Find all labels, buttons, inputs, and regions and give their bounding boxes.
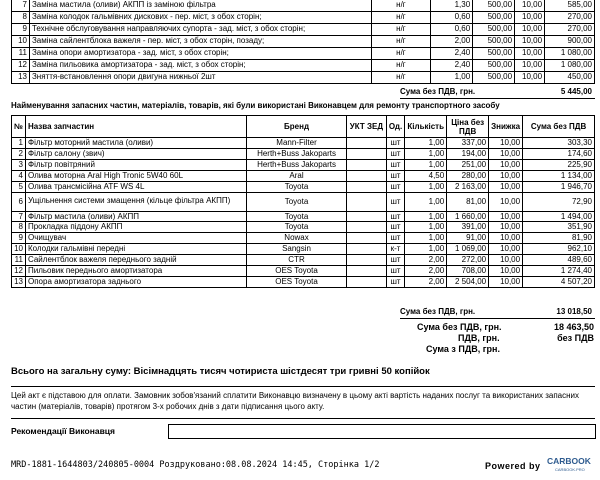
part-price: 251,00	[447, 159, 489, 170]
work-row	[12, 36, 595, 48]
part-uktzed	[346, 148, 386, 159]
work-price: 500,00	[473, 36, 515, 48]
work-price: 500,00	[473, 0, 515, 12]
recommendations-field[interactable]	[168, 424, 596, 439]
part-unit: шт	[386, 211, 404, 222]
part-qty: 2,00	[405, 276, 447, 287]
part-brand: Herth+Buss Jakoparts	[247, 159, 347, 170]
part-number: 13	[12, 276, 26, 287]
part-price: 272,00	[447, 255, 489, 266]
work-number: 13	[12, 72, 30, 84]
part-row	[12, 211, 595, 222]
work-qty: 1,00	[431, 72, 473, 84]
part-sum: 1 274,40	[523, 266, 595, 277]
work-unit: н/г	[371, 48, 431, 60]
part-name: Олива трансмісійна ATF WS 4L	[25, 181, 246, 192]
work-row	[12, 24, 595, 36]
parts-table	[11, 115, 595, 288]
work-unit: н/г	[371, 36, 431, 48]
part-unit: шт	[386, 192, 404, 211]
part-brand: Sangsin	[247, 244, 347, 255]
part-sum: 351,90	[523, 222, 595, 233]
part-unit: шт	[386, 255, 404, 266]
part-discount: 10,00	[489, 222, 523, 233]
part-row	[12, 233, 595, 244]
part-name: Фільтр салону (звич)	[25, 148, 246, 159]
work-discount: 10,00	[515, 36, 545, 48]
work-name: Заміна опори амортизатора - зад. міст, з обох сторін;	[29, 48, 371, 60]
part-discount: 10,00	[489, 138, 523, 149]
part-brand: Aral	[247, 170, 347, 181]
part-sum: 4 507,20	[523, 276, 595, 287]
part-price: 337,00	[447, 138, 489, 149]
part-discount: 10,00	[489, 159, 523, 170]
work-row	[12, 0, 595, 12]
part-row	[12, 170, 595, 181]
part-qty: 1,00	[405, 138, 447, 149]
part-qty: 1,00	[405, 244, 447, 255]
part-uktzed	[346, 233, 386, 244]
work-number: 12	[12, 60, 30, 72]
part-sum: 303,30	[523, 138, 595, 149]
part-qty: 1,00	[405, 222, 447, 233]
part-name: Колодки гальмівні передні	[25, 244, 246, 255]
part-number: 7	[12, 211, 26, 222]
part-uktzed	[346, 211, 386, 222]
part-discount: 10,00	[489, 255, 523, 266]
recommendations-label: Рекомендації Виконавця	[11, 426, 115, 436]
part-uktzed	[346, 192, 386, 211]
part-brand: OES Toyota	[247, 266, 347, 277]
part-sum: 1 946,70	[523, 181, 595, 192]
part-number: 2	[12, 148, 26, 159]
work-number: 9	[12, 24, 30, 36]
part-name: Фільтр повітряний	[25, 159, 246, 170]
summary-sum-value: 18 463,50	[553, 322, 594, 332]
part-qty: 1,00	[405, 233, 447, 244]
work-sum: 450,00	[545, 72, 595, 84]
part-uktzed	[346, 266, 386, 277]
part-uktzed	[346, 276, 386, 287]
part-discount: 10,00	[489, 244, 523, 255]
part-qty: 1,00	[405, 148, 447, 159]
work-name: Заміна колодок гальмівних дискових - пер. міст, з обох сторін;	[29, 12, 371, 24]
work-name: Технічне обслуговування направляючих супорта - зад. міст, з обох сторін;	[29, 24, 371, 36]
work-number: 7	[12, 0, 30, 12]
part-number: 4	[12, 170, 26, 181]
part-brand: Herth+Buss Jakoparts	[247, 148, 347, 159]
part-discount: 10,00	[489, 148, 523, 159]
part-brand: OES Toyota	[247, 276, 347, 287]
parts-total-row	[400, 305, 595, 319]
work-unit: н/г	[371, 0, 431, 12]
payment-notice: Цей акт є підставою для оплати. Замовник зобов'язаний сплатити Виконавцю визначену в цьому акті вартість наданих послуг та використаних запасних частин (матеріалів, товарів) протягом 3-х робочих днів з дати підписання цього акту.	[11, 386, 595, 419]
work-row	[12, 48, 595, 60]
part-brand: Toyota	[247, 222, 347, 233]
part-qty: 2,00	[405, 255, 447, 266]
summary-with-vat-label: Сума з ПДВ, грн.	[426, 344, 500, 354]
part-price: 2 504,00	[447, 276, 489, 287]
part-name: Сайлентблок важеля переднього задній	[25, 255, 246, 266]
works-total-value: 5 445,00	[560, 87, 592, 96]
part-name: Очищувач	[25, 233, 246, 244]
part-name: Опора амортизатора заднього	[25, 276, 246, 287]
logo-subtext: CARBOOK.PRO	[555, 467, 585, 472]
summary-sum-label: Сума без ПДВ, грн.	[417, 322, 502, 332]
part-unit: шт	[386, 181, 404, 192]
part-qty: 1,00	[405, 181, 447, 192]
part-sum: 72,90	[523, 192, 595, 211]
part-qty: 1,00	[405, 159, 447, 170]
work-discount: 10,00	[515, 48, 545, 60]
part-row	[12, 255, 595, 266]
work-discount: 10,00	[515, 60, 545, 72]
work-number: 10	[12, 36, 30, 48]
parts-header-row	[12, 116, 595, 138]
summary-vat-label: ПДВ, грн.	[458, 333, 500, 343]
part-discount: 10,00	[489, 211, 523, 222]
part-unit: шт	[386, 276, 404, 287]
work-sum: 1 080,00	[545, 60, 595, 72]
col-name: Назва запчастин	[25, 116, 246, 138]
col-brand: Бренд	[247, 116, 347, 138]
part-uktzed	[346, 181, 386, 192]
parts-section-title: Найменування запасних частин, матеріалів, товарів, які були використані Виконавцем для ремонту транспортного засобу	[11, 101, 500, 110]
part-row	[12, 159, 595, 170]
part-row	[12, 192, 595, 211]
work-sum: 270,00	[545, 12, 595, 24]
part-price: 391,00	[447, 222, 489, 233]
part-qty: 1,00	[405, 192, 447, 211]
part-price: 81,00	[447, 192, 489, 211]
part-discount: 10,00	[489, 192, 523, 211]
part-unit: шт	[386, 148, 404, 159]
work-row	[12, 12, 595, 24]
part-sum: 81,90	[523, 233, 595, 244]
footer-print-info: MRD-1881-1644803/240805-0004 Роздруковано:08.08.2024 14:45, Сторінка 1/2	[11, 460, 380, 470]
work-unit: н/г	[371, 72, 431, 84]
part-number: 10	[12, 244, 26, 255]
work-row	[12, 60, 595, 72]
part-sum: 489,60	[523, 255, 595, 266]
total-in-words: Всього на загальну суму: Вісімнадцять тисяч чотириста шістдесят три гривні 50 копійок	[11, 366, 430, 377]
part-uktzed	[346, 244, 386, 255]
part-name: Олива моторна Aral High Tronic 5W40 60L	[25, 170, 246, 181]
col-sum: Сума без ПДВ	[523, 116, 595, 138]
part-number: 12	[12, 266, 26, 277]
part-uktzed	[346, 138, 386, 149]
part-qty: 4,50	[405, 170, 447, 181]
work-unit: н/г	[371, 24, 431, 36]
works-total-label: Сума без ПДВ, грн.	[400, 87, 476, 96]
part-discount: 10,00	[489, 276, 523, 287]
part-number: 9	[12, 233, 26, 244]
part-unit: к-т	[386, 244, 404, 255]
part-sum: 174,60	[523, 148, 595, 159]
work-price: 500,00	[473, 24, 515, 36]
works-total-row	[400, 85, 595, 99]
part-price: 91,00	[447, 233, 489, 244]
work-qty: 1,30	[431, 0, 473, 12]
work-qty: 2,00	[431, 36, 473, 48]
part-sum: 962,10	[523, 244, 595, 255]
part-price: 194,00	[447, 148, 489, 159]
work-number: 8	[12, 12, 30, 24]
carbook-logo	[545, 455, 595, 475]
work-name: Зняття-встановлення опори двигуна нижньої 2шт	[29, 72, 371, 84]
part-name: Прокладка піддону АКПП	[25, 222, 246, 233]
part-number: 8	[12, 222, 26, 233]
part-price: 280,00	[447, 170, 489, 181]
part-row	[12, 222, 595, 233]
work-price: 500,00	[473, 12, 515, 24]
work-number: 11	[12, 48, 30, 60]
part-unit: шт	[386, 170, 404, 181]
part-number: 5	[12, 181, 26, 192]
part-name: Ущільнення системи змащення (кільце фільтра АКПП)	[25, 192, 246, 211]
summary-vat-value: без ПДВ	[557, 333, 594, 343]
work-discount: 10,00	[515, 72, 545, 84]
part-brand: Nowax	[247, 233, 347, 244]
part-unit: шт	[386, 233, 404, 244]
work-unit: н/г	[371, 12, 431, 24]
part-unit: шт	[386, 159, 404, 170]
part-brand: Toyota	[247, 192, 347, 211]
part-row	[12, 138, 595, 149]
part-discount: 10,00	[489, 170, 523, 181]
part-uktzed	[346, 159, 386, 170]
part-number: 1	[12, 138, 26, 149]
work-discount: 10,00	[515, 24, 545, 36]
part-row	[12, 276, 595, 287]
part-qty: 2,00	[405, 266, 447, 277]
part-row	[12, 266, 595, 277]
work-sum: 585,00	[545, 0, 595, 12]
work-discount: 10,00	[515, 0, 545, 12]
work-row	[12, 72, 595, 84]
part-qty: 1,00	[405, 211, 447, 222]
part-uktzed	[346, 170, 386, 181]
part-price: 2 163,00	[447, 181, 489, 192]
work-sum: 900,00	[545, 36, 595, 48]
part-row	[12, 148, 595, 159]
col-qty: Кількість	[405, 116, 447, 138]
col-unit: Од.	[386, 116, 404, 138]
part-discount: 10,00	[489, 266, 523, 277]
part-row	[12, 244, 595, 255]
work-name: Заміна сайлентблока важеля - пер. міст, з обох сторін, позаду;	[29, 36, 371, 48]
powered-by-label: Powered by	[485, 461, 541, 471]
work-name: Заміна мастила (оливи) АКПП із заміною фільтра	[29, 0, 371, 12]
work-unit: н/г	[371, 60, 431, 72]
part-row	[12, 181, 595, 192]
work-price: 500,00	[473, 60, 515, 72]
col-price: Ціна без ПДВ	[447, 116, 489, 138]
part-brand: Mann-Filter	[247, 138, 347, 149]
part-unit: шт	[386, 266, 404, 277]
col-n: №	[12, 116, 26, 138]
part-uktzed	[346, 222, 386, 233]
work-qty: 2,40	[431, 60, 473, 72]
part-brand: Toyota	[247, 181, 347, 192]
part-price: 1 660,00	[447, 211, 489, 222]
logo-text: CARBOOK	[547, 456, 591, 466]
work-qty: 0,60	[431, 24, 473, 36]
parts-total-value: 13 018,50	[556, 307, 592, 316]
work-price: 500,00	[473, 72, 515, 84]
part-name: Пильовик переднього амортизатора	[25, 266, 246, 277]
part-number: 11	[12, 255, 26, 266]
part-number: 3	[12, 159, 26, 170]
part-unit: шт	[386, 138, 404, 149]
work-sum: 1 080,00	[545, 48, 595, 60]
part-number: 6	[12, 192, 26, 211]
col-uktzed: УКТ ЗЕД	[346, 116, 386, 138]
col-discount: Знижка	[489, 116, 523, 138]
part-discount: 10,00	[489, 181, 523, 192]
parts-total-label: Сума без ПДВ, грн.	[400, 307, 476, 316]
part-sum: 1 494,00	[523, 211, 595, 222]
part-price: 708,00	[447, 266, 489, 277]
part-name: Фільтр мастила (оливи) АКПП	[25, 211, 246, 222]
part-sum: 225,90	[523, 159, 595, 170]
work-price: 500,00	[473, 48, 515, 60]
part-unit: шт	[386, 222, 404, 233]
part-brand: CTR	[247, 255, 347, 266]
part-brand: Toyota	[247, 211, 347, 222]
part-uktzed	[346, 255, 386, 266]
work-qty: 0,60	[431, 12, 473, 24]
work-sum: 270,00	[545, 24, 595, 36]
works-table	[11, 0, 595, 84]
part-price: 1 069,00	[447, 244, 489, 255]
work-discount: 10,00	[515, 12, 545, 24]
part-discount: 10,00	[489, 233, 523, 244]
part-sum: 1 134,00	[523, 170, 595, 181]
work-name: Заміна пильовика амортизатора - зад. міст, з обох сторін;	[29, 60, 371, 72]
work-qty: 2,40	[431, 48, 473, 60]
part-name: Фільтр моторний мастила (оливи)	[25, 138, 246, 149]
